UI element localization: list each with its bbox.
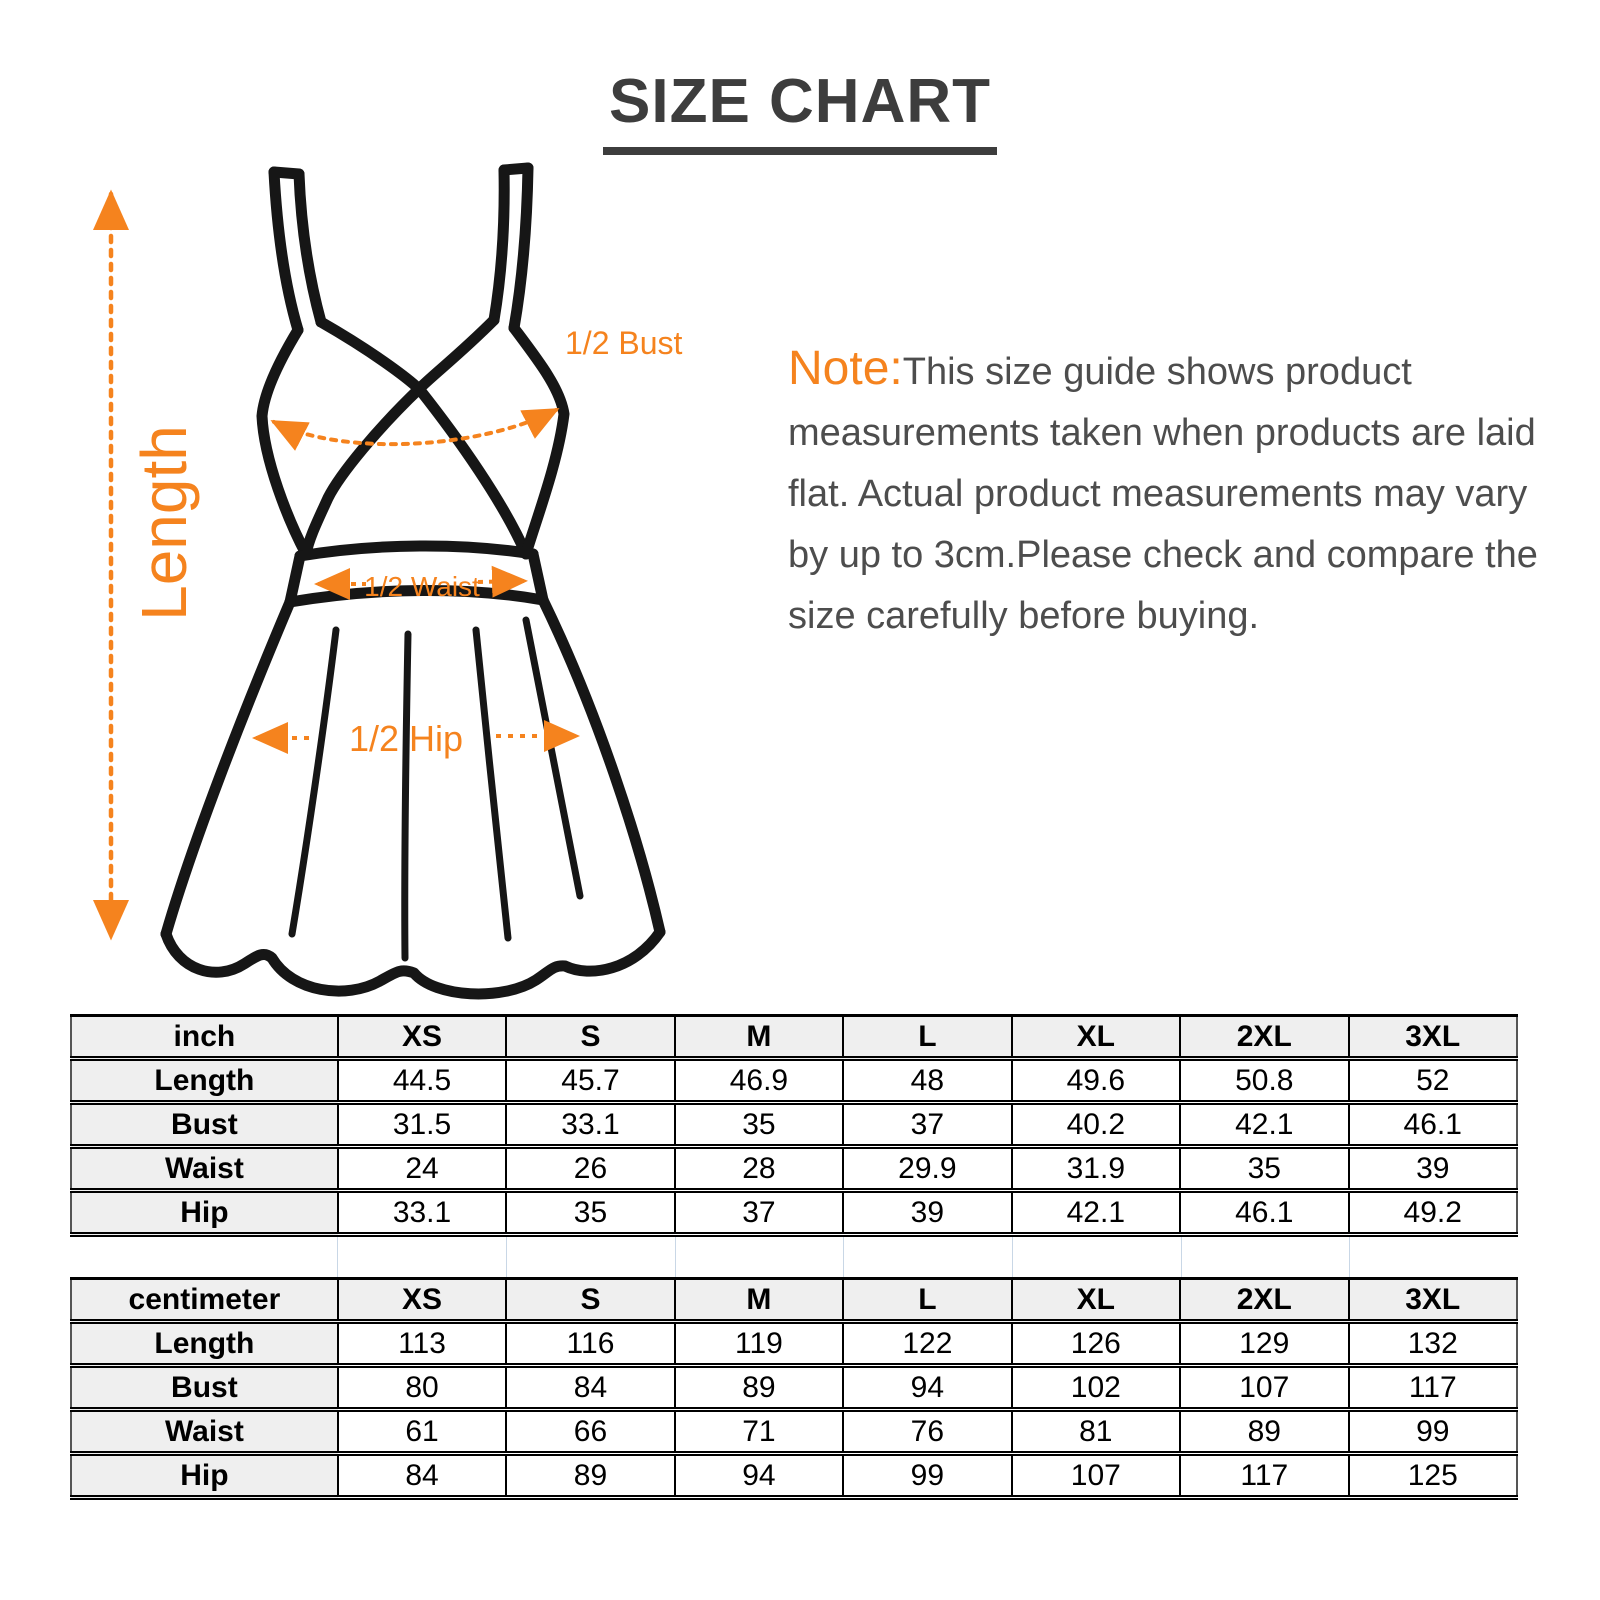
measurement-value-cell: 89 bbox=[675, 1366, 843, 1410]
size-header-cell: M bbox=[675, 1279, 843, 1322]
measurement-row bbox=[71, 1366, 1517, 1410]
measurement-value-cell: 33.1 bbox=[506, 1103, 674, 1147]
bust-arrow bbox=[274, 410, 556, 444]
size-header-cell: 3XL bbox=[1349, 1279, 1518, 1322]
size-header-cell: L bbox=[843, 1279, 1011, 1322]
measurement-value-cell: 49.2 bbox=[1349, 1191, 1518, 1235]
measurement-value-cell: 26 bbox=[506, 1147, 674, 1191]
unit-header-cell: inch bbox=[71, 1016, 338, 1059]
page-title: SIZE CHART bbox=[603, 66, 997, 155]
measurement-value-cell: 122 bbox=[843, 1322, 1011, 1366]
gap-gridline bbox=[1012, 1237, 1013, 1277]
gap-gridline bbox=[506, 1237, 507, 1277]
measurement-value-cell: 66 bbox=[506, 1410, 674, 1454]
gap-gridline bbox=[337, 1237, 338, 1277]
size-header-cell: M bbox=[675, 1016, 843, 1059]
measurement-value-cell: 52 bbox=[1349, 1059, 1518, 1103]
measurement-row bbox=[71, 1059, 1517, 1103]
waist-label: 1/2 Waist bbox=[364, 571, 480, 602]
size-header-cell: 2XL bbox=[1180, 1279, 1348, 1322]
measurement-value-cell: 37 bbox=[843, 1103, 1011, 1147]
measurement-value-cell: 84 bbox=[506, 1366, 674, 1410]
measurement-value-cell: 71 bbox=[675, 1410, 843, 1454]
measurement-value-cell: 84 bbox=[338, 1454, 506, 1498]
measurement-value-cell: 31.5 bbox=[338, 1103, 506, 1147]
measurement-label-cell: Bust bbox=[71, 1103, 338, 1147]
measurement-value-cell: 33.1 bbox=[338, 1191, 506, 1235]
note-text bbox=[788, 338, 1544, 647]
size-header-cell: 3XL bbox=[1349, 1016, 1518, 1059]
measurement-value-cell: 46.9 bbox=[675, 1059, 843, 1103]
measurement-value-cell: 80 bbox=[338, 1366, 506, 1410]
measurement-value-cell: 44.5 bbox=[338, 1059, 506, 1103]
measurement-label-cell: Length bbox=[71, 1322, 338, 1366]
length-label: Length bbox=[128, 425, 200, 621]
size-header-cell: 2XL bbox=[1180, 1016, 1348, 1059]
measurement-value-cell: 119 bbox=[675, 1322, 843, 1366]
measurement-value-cell: 81 bbox=[1012, 1410, 1180, 1454]
measurement-label-cell: Hip bbox=[71, 1191, 338, 1235]
measurement-value-cell: 39 bbox=[1349, 1147, 1518, 1191]
measurement-value-cell: 89 bbox=[506, 1454, 674, 1498]
measurement-row bbox=[71, 1454, 1517, 1498]
measurement-value-cell: 107 bbox=[1180, 1366, 1348, 1410]
measurement-value-cell: 49.6 bbox=[1012, 1059, 1180, 1103]
page-header bbox=[0, 66, 1600, 155]
measurement-value-cell: 42.1 bbox=[1180, 1103, 1348, 1147]
measurement-value-cell: 61 bbox=[338, 1410, 506, 1454]
measurement-value-cell: 42.1 bbox=[1012, 1191, 1180, 1235]
measurement-value-cell: 45.7 bbox=[506, 1059, 674, 1103]
size-header-cell: XS bbox=[338, 1016, 506, 1059]
measurement-row bbox=[71, 1191, 1517, 1235]
measurement-value-cell: 107 bbox=[1012, 1454, 1180, 1498]
measurement-row bbox=[71, 1322, 1517, 1366]
gap-gridline bbox=[675, 1237, 676, 1277]
measurement-label-cell: Hip bbox=[71, 1454, 338, 1498]
measurement-value-cell: 113 bbox=[338, 1322, 506, 1366]
waist-arrow-right bbox=[478, 581, 524, 582]
note-prefix: Note: bbox=[788, 342, 903, 395]
size-header-cell: XL bbox=[1012, 1016, 1180, 1059]
measurement-value-cell: 117 bbox=[1180, 1454, 1348, 1498]
measurement-label-cell: Waist bbox=[71, 1410, 338, 1454]
measurement-value-cell: 28 bbox=[675, 1147, 843, 1191]
bust-label: 1/2 Bust bbox=[565, 325, 683, 361]
gap-gridline bbox=[843, 1237, 844, 1277]
size-header-cell: S bbox=[506, 1016, 674, 1059]
measurement-label-cell: Bust bbox=[71, 1366, 338, 1410]
measurement-value-cell: 35 bbox=[675, 1103, 843, 1147]
measurement-value-cell: 31.9 bbox=[1012, 1147, 1180, 1191]
measurement-value-cell: 129 bbox=[1180, 1322, 1348, 1366]
measurement-label-cell: Waist bbox=[71, 1147, 338, 1191]
measurement-value-cell: 39 bbox=[843, 1191, 1011, 1235]
measurement-value-cell: 46.1 bbox=[1180, 1191, 1348, 1235]
hip-label: 1/2 Hip bbox=[348, 718, 464, 759]
measurement-value-cell: 117 bbox=[1349, 1366, 1518, 1410]
measurement-value-cell: 48 bbox=[843, 1059, 1011, 1103]
measurement-value-cell: 116 bbox=[506, 1322, 674, 1366]
size-table-header-row bbox=[71, 1279, 1517, 1322]
measurement-row bbox=[71, 1410, 1517, 1454]
size-header-cell: S bbox=[506, 1279, 674, 1322]
measurement-value-cell: 102 bbox=[1012, 1366, 1180, 1410]
measurement-value-cell: 94 bbox=[675, 1454, 843, 1498]
measurement-value-cell: 29.9 bbox=[843, 1147, 1011, 1191]
measurement-value-cell: 40.2 bbox=[1012, 1103, 1180, 1147]
measurement-value-cell: 99 bbox=[1349, 1410, 1518, 1454]
measurement-value-cell: 125 bbox=[1349, 1454, 1518, 1498]
measurement-value-cell: 46.1 bbox=[1349, 1103, 1518, 1147]
size-table-header-row bbox=[71, 1016, 1517, 1059]
size-table-centimeter bbox=[70, 1277, 1518, 1500]
size-header-cell: XS bbox=[338, 1279, 506, 1322]
gap-gridline bbox=[1349, 1237, 1350, 1277]
gap-gridline bbox=[1181, 1237, 1182, 1277]
measurement-value-cell: 126 bbox=[1012, 1322, 1180, 1366]
measurement-row bbox=[71, 1147, 1517, 1191]
size-tables-section bbox=[70, 1014, 1518, 1500]
measurement-value-cell: 37 bbox=[675, 1191, 843, 1235]
unit-header-cell: centimeter bbox=[71, 1279, 338, 1322]
note-body: This size guide shows product measurements taken when products are laid flat. Actual product measurements may vary by up to 3cm.Please check and compare the size carefully before buying. bbox=[788, 351, 1538, 637]
table-gap-gridlines bbox=[70, 1237, 1518, 1277]
measurement-value-cell: 35 bbox=[506, 1191, 674, 1235]
measurement-value-cell: 35 bbox=[1180, 1147, 1348, 1191]
measurement-value-cell: 94 bbox=[843, 1366, 1011, 1410]
measurement-value-cell: 132 bbox=[1349, 1322, 1518, 1366]
measurement-value-cell: 24 bbox=[338, 1147, 506, 1191]
dress-measurement-diagram bbox=[78, 158, 738, 1008]
size-table-inch bbox=[70, 1014, 1518, 1237]
measurement-value-cell: 50.8 bbox=[1180, 1059, 1348, 1103]
size-header-cell: XL bbox=[1012, 1279, 1180, 1322]
size-header-cell: L bbox=[843, 1016, 1011, 1059]
measurement-value-cell: 99 bbox=[843, 1454, 1011, 1498]
measurement-row bbox=[71, 1103, 1517, 1147]
measurement-value-cell: 76 bbox=[843, 1410, 1011, 1454]
measurement-label-cell: Length bbox=[71, 1059, 338, 1103]
measurement-value-cell: 89 bbox=[1180, 1410, 1348, 1454]
